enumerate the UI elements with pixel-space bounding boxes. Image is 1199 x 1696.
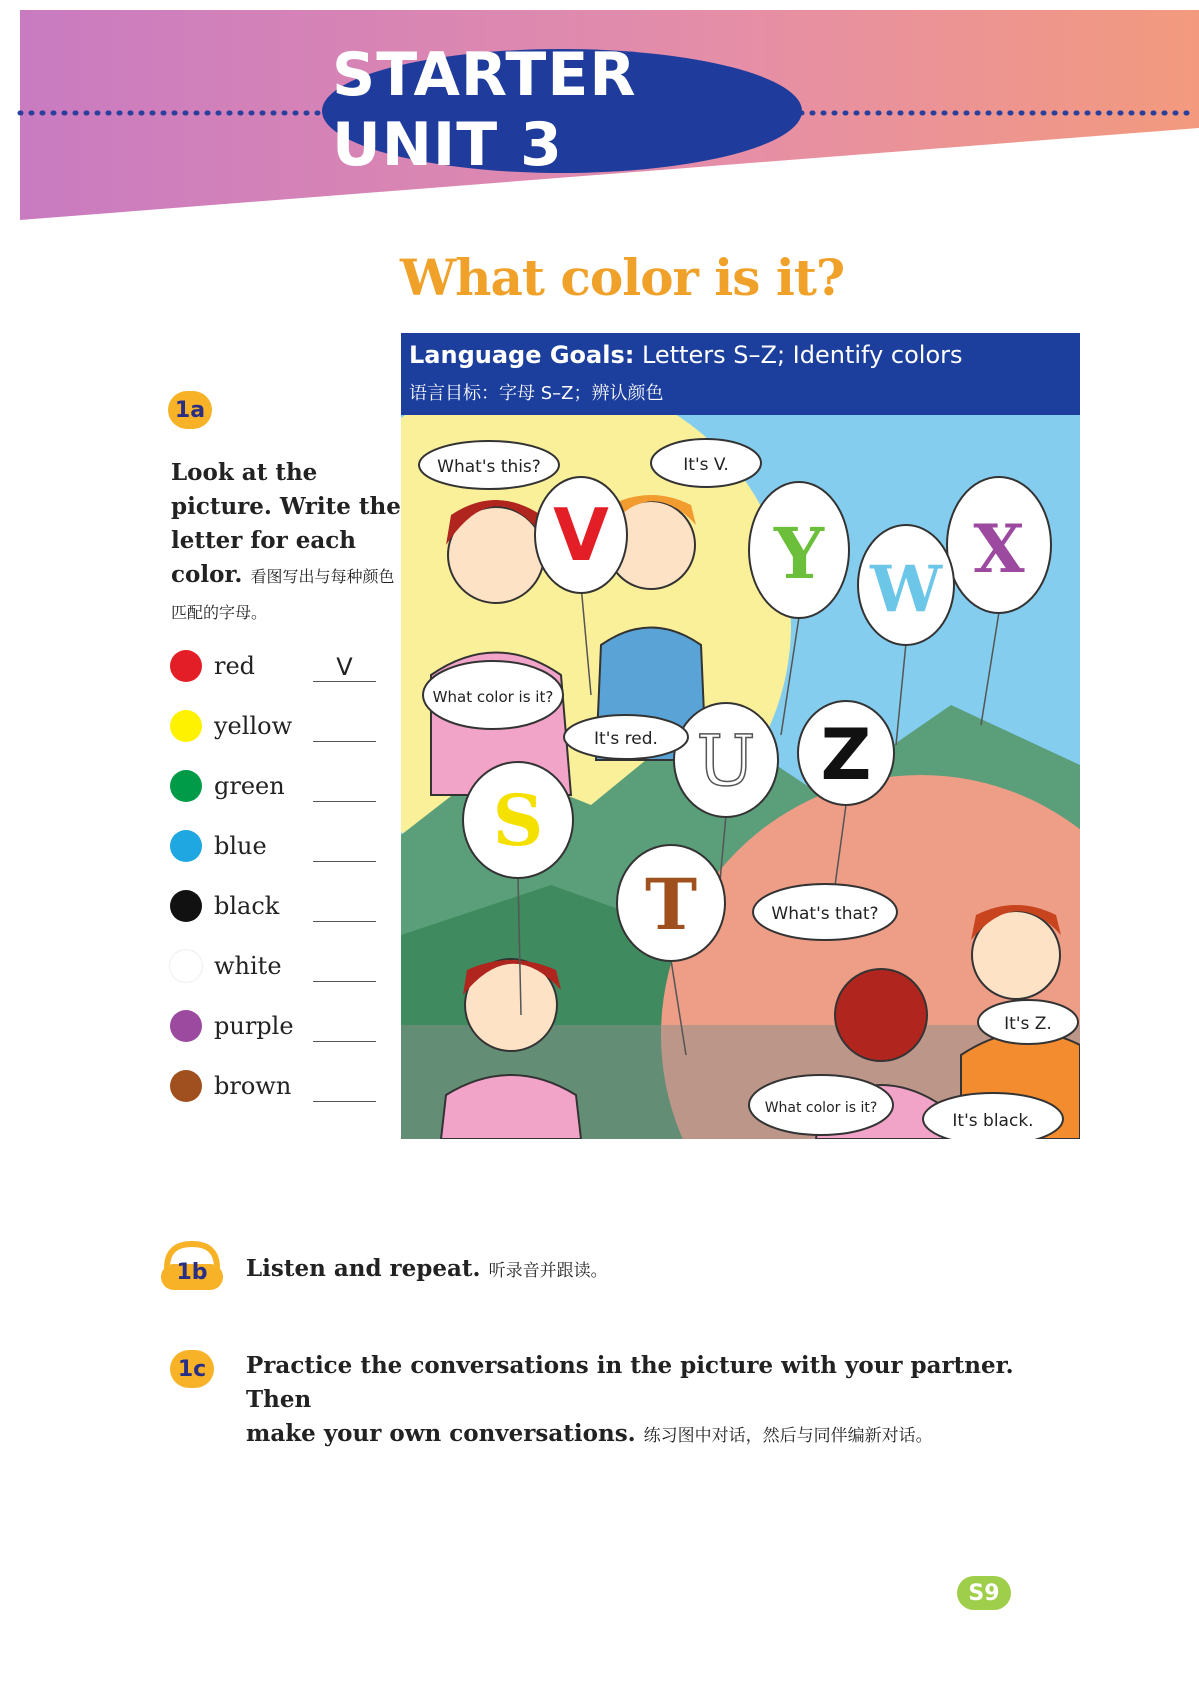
- brown-swatch: [170, 1070, 202, 1102]
- answer-blank[interactable]: [313, 741, 376, 742]
- language-goals-label: Language Goals:: [409, 341, 635, 369]
- task-1b-text-en: Listen and repeat.: [246, 1255, 481, 1282]
- green-swatch: [170, 770, 202, 802]
- language-goals-text: Letters S–Z; Identify colors: [641, 341, 963, 369]
- color-name: red: [214, 652, 256, 680]
- task-1a-instruction-en: Look at the picture. Write the letter for each color.: [171, 459, 401, 588]
- balloon-picture: [401, 415, 1080, 1139]
- task-1c-zh: 练习图中对话，然后与同伴编新对话。: [643, 1426, 933, 1446]
- balloon-letter: U: [696, 720, 756, 802]
- svg-text:What's this?: What's this?: [437, 457, 541, 477]
- svg-text:What's that?: What's that?: [771, 904, 879, 924]
- color-name: white: [214, 952, 282, 980]
- speech-bubble: [564, 715, 688, 759]
- balloon-letter: W: [870, 552, 942, 627]
- svg-text:What color is it?: What color is it?: [764, 1100, 878, 1116]
- balloon-letter: T: [644, 863, 698, 946]
- unit-title: STARTER UNIT 3: [332, 40, 637, 180]
- color-name: yellow: [214, 712, 293, 740]
- balloon-letter: Y: [774, 512, 824, 595]
- task-1a-instruction: [171, 456, 401, 630]
- black-swatch: [170, 890, 202, 922]
- speech-bubble: [423, 661, 563, 729]
- task-1a-instruction-zh: 看图写出与每种颜色匹配的字母。: [171, 567, 395, 622]
- purple-swatch: [170, 1010, 202, 1042]
- color-row-brown: [170, 1066, 380, 1106]
- color-name: black: [214, 892, 280, 920]
- answer-blank[interactable]: [313, 861, 376, 862]
- svg-text:It's V.: It's V.: [683, 455, 729, 475]
- answer-blank[interactable]: [313, 1101, 376, 1102]
- blue-swatch: [170, 830, 202, 862]
- balloon-letter: S: [492, 779, 544, 862]
- task-1b-number: 1b: [176, 1260, 208, 1285]
- speech-bubble: [923, 1093, 1063, 1139]
- color-name: green: [214, 772, 285, 800]
- speech-bubble: [753, 884, 897, 940]
- speech-bubble: [651, 439, 761, 487]
- color-name: blue: [214, 832, 267, 860]
- color-row-blue: [170, 826, 380, 866]
- answer-blank[interactable]: [313, 981, 376, 982]
- task-1b-text-zh: 听录音并跟读。: [488, 1261, 608, 1281]
- task-1c-line2: [246, 1417, 1066, 1453]
- speech-bubble: [419, 441, 559, 489]
- color-row-black: [170, 886, 380, 926]
- answer-blank[interactable]: [313, 801, 376, 802]
- task-1c-line2-en: make your own conversations.: [246, 1420, 636, 1447]
- answer-blank[interactable]: V: [313, 653, 376, 682]
- svg-text:What color is it?: What color is it?: [432, 688, 554, 706]
- color-row-green: [170, 766, 380, 806]
- white-swatch: [170, 950, 202, 982]
- task-1c-line1: Practice the conversations in the picture with your partner. Then: [246, 1352, 1014, 1413]
- balloon-letter: X: [973, 510, 1025, 588]
- speech-bubble: [749, 1075, 893, 1135]
- red-swatch: [170, 650, 202, 682]
- speech-bubble: [978, 1000, 1078, 1044]
- color-row-white: [170, 946, 380, 986]
- task-1c-text: [246, 1349, 1066, 1453]
- language-goals-en: [409, 341, 963, 369]
- balloon-letter: V: [553, 493, 609, 577]
- answer-blank[interactable]: [313, 1041, 376, 1042]
- page-number: S9: [957, 1576, 1011, 1610]
- language-goals-zh: 语言目标：字母 S–Z；辨认颜色: [409, 383, 664, 404]
- color-row-purple: [170, 1006, 380, 1046]
- svg-text:It's black.: It's black.: [952, 1111, 1034, 1131]
- color-name: purple: [214, 1012, 294, 1040]
- language-goals-box: [401, 333, 1080, 415]
- balloon-letter: Z: [820, 714, 872, 796]
- color-name: brown: [214, 1072, 292, 1100]
- task-1b-badge-group: [157, 1238, 227, 1296]
- yellow-swatch: [170, 710, 202, 742]
- task-1a-badge: 1a: [168, 391, 212, 429]
- color-row-yellow: [170, 706, 380, 746]
- task-1b-text: [246, 1252, 608, 1288]
- answer-blank[interactable]: [313, 921, 376, 922]
- lesson-title: What color is it?: [400, 248, 845, 307]
- svg-text:It's Z.: It's Z.: [1004, 1014, 1052, 1034]
- color-row-red: [170, 646, 380, 686]
- svg-text:It's red.: It's red.: [594, 729, 658, 749]
- task-1c-badge: 1c: [170, 1350, 214, 1388]
